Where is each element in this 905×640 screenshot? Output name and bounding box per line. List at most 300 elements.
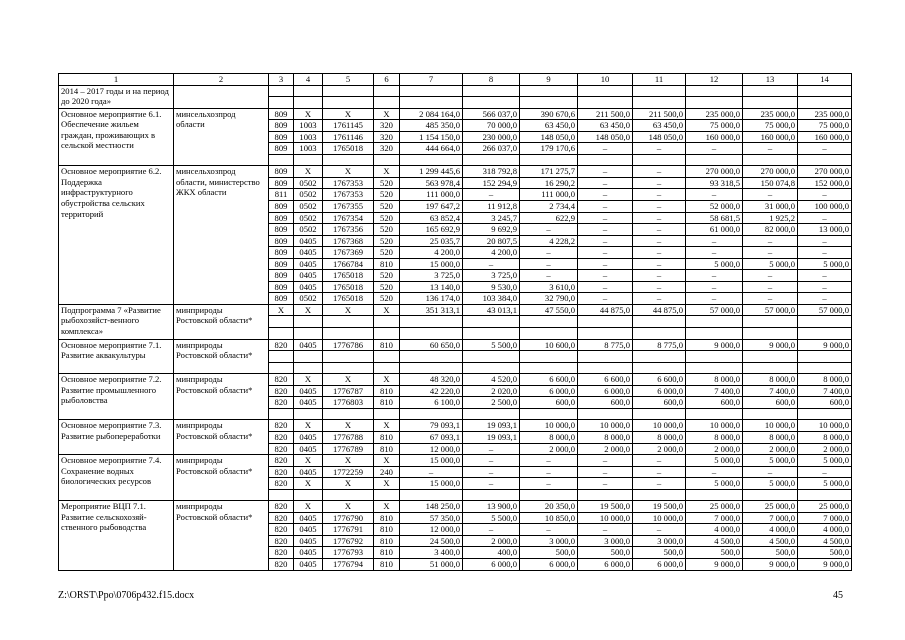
amount-cell: [633, 316, 686, 328]
amount-cell: 5 000,0: [743, 258, 798, 270]
amount-cell: –: [633, 177, 686, 189]
footer-page-number: 45: [833, 590, 843, 601]
amount-cell: 5 000,0: [743, 455, 798, 467]
amount-cell: –: [798, 235, 852, 247]
amount-cell: 4 000,0: [686, 524, 743, 536]
code-cell: [374, 351, 400, 363]
code-cell: 810: [374, 558, 400, 570]
amount-cell: –: [686, 293, 743, 305]
amount-cell: 63 450,0: [520, 120, 578, 132]
amount-cell: 152 294,9: [463, 177, 520, 189]
code-cell: 820: [269, 339, 294, 351]
amount-cell: 6 000,0: [633, 385, 686, 397]
code-cell: 520: [374, 189, 400, 201]
amount-cell: [400, 316, 463, 328]
executor-cell: минсельхозпрод области: [174, 108, 269, 166]
amount-cell: [686, 85, 743, 97]
executor-cell: минсельхозпрод области, министерство ЖКХ области: [174, 166, 269, 305]
code-cell: 810: [374, 512, 400, 524]
amount-cell: [520, 408, 578, 420]
amount-cell: –: [463, 524, 520, 536]
amount-cell: 10 000,0: [798, 420, 852, 432]
amount-cell: 6 100,0: [400, 397, 463, 409]
amount-cell: [798, 316, 852, 328]
code-cell: Х: [374, 455, 400, 467]
amount-cell: –: [798, 143, 852, 155]
table-row: [59, 339, 852, 351]
amount-cell: 75 000,0: [743, 120, 798, 132]
amount-cell: 12 000,0: [400, 524, 463, 536]
code-cell: Х: [323, 304, 374, 316]
amount-cell: –: [520, 258, 578, 270]
code-cell: 820: [269, 374, 294, 386]
code-cell: 810: [374, 339, 400, 351]
amount-cell: 318 792,8: [463, 166, 520, 178]
code-cell: 1767353: [323, 177, 374, 189]
code-cell: 0405: [294, 235, 323, 247]
code-cell: 0502: [294, 212, 323, 224]
amount-cell: –: [633, 201, 686, 213]
amount-cell: [798, 351, 852, 363]
amount-cell: 4 500,0: [686, 535, 743, 547]
amount-cell: 10 000,0: [686, 420, 743, 432]
amount-cell: –: [578, 177, 633, 189]
code-cell: 810: [374, 397, 400, 409]
code-cell: [269, 97, 294, 109]
amount-cell: –: [798, 247, 852, 259]
column-number-cell: 8: [463, 74, 520, 86]
amount-cell: 52 000,0: [686, 201, 743, 213]
amount-cell: 4 228,2: [520, 235, 578, 247]
code-cell: 0405: [294, 397, 323, 409]
column-number-cell: 9: [520, 74, 578, 86]
amount-cell: 8 775,0: [633, 339, 686, 351]
amount-cell: 500,0: [686, 547, 743, 559]
amount-cell: 5 500,0: [463, 512, 520, 524]
amount-cell: 8 000,0: [633, 431, 686, 443]
amount-cell: 111 000,0: [520, 189, 578, 201]
amount-cell: 1 299 445,6: [400, 166, 463, 178]
code-cell: 820: [269, 512, 294, 524]
amount-cell: [633, 154, 686, 166]
amount-cell: 7 000,0: [743, 512, 798, 524]
code-cell: 0405: [294, 258, 323, 270]
amount-cell: [798, 97, 852, 109]
code-cell: 1765018: [323, 281, 374, 293]
executor-cell: минприроды Ростовской области*: [174, 339, 269, 374]
amount-cell: [520, 328, 578, 340]
amount-cell: 8 000,0: [578, 431, 633, 443]
budget-table: [58, 73, 852, 571]
amount-cell: –: [463, 189, 520, 201]
amount-cell: –: [578, 166, 633, 178]
code-cell: [374, 489, 400, 501]
amount-cell: –: [633, 281, 686, 293]
amount-cell: 3 000,0: [633, 535, 686, 547]
amount-cell: 563 978,4: [400, 177, 463, 189]
amount-cell: [633, 351, 686, 363]
amount-cell: 7 400,0: [686, 385, 743, 397]
amount-cell: 2 000,0: [743, 443, 798, 455]
amount-cell: [520, 85, 578, 97]
amount-cell: 600,0: [743, 397, 798, 409]
code-cell: [294, 489, 323, 501]
code-cell: [374, 97, 400, 109]
amount-cell: –: [633, 143, 686, 155]
amount-cell: 171 275,7: [520, 166, 578, 178]
code-cell: [323, 351, 374, 363]
amount-cell: 25 035,7: [400, 235, 463, 247]
amount-cell: [520, 362, 578, 374]
amount-cell: [578, 97, 633, 109]
executor-cell: минприроды Ростовской области*: [174, 455, 269, 501]
amount-cell: 165 692,9: [400, 224, 463, 236]
amount-cell: 5 000,0: [798, 478, 852, 490]
code-cell: 820: [269, 443, 294, 455]
amount-cell: –: [743, 466, 798, 478]
amount-cell: 5 000,0: [798, 258, 852, 270]
code-cell: Х: [374, 304, 400, 316]
code-cell: 1003: [294, 120, 323, 132]
amount-cell: 11 912,8: [463, 201, 520, 213]
amount-cell: [400, 351, 463, 363]
code-cell: 0405: [294, 535, 323, 547]
code-cell: 1776786: [323, 339, 374, 351]
amount-cell: [578, 85, 633, 97]
amount-cell: –: [743, 270, 798, 282]
amount-cell: –: [463, 443, 520, 455]
amount-cell: 8 000,0: [520, 431, 578, 443]
amount-cell: 600,0: [578, 397, 633, 409]
amount-cell: [798, 408, 852, 420]
amount-cell: [686, 154, 743, 166]
amount-cell: 270 000,0: [798, 166, 852, 178]
amount-cell: –: [578, 258, 633, 270]
amount-cell: –: [400, 466, 463, 478]
amount-cell: 6 000,0: [578, 385, 633, 397]
amount-cell: 4 500,0: [798, 535, 852, 547]
amount-cell: 44 875,0: [578, 304, 633, 316]
amount-cell: 3 245,7: [463, 212, 520, 224]
code-cell: 0405: [294, 339, 323, 351]
amount-cell: [686, 489, 743, 501]
code-cell: 810: [374, 431, 400, 443]
code-cell: 810: [374, 443, 400, 455]
amount-cell: 7 400,0: [743, 385, 798, 397]
amount-cell: 500,0: [798, 547, 852, 559]
code-cell: [294, 328, 323, 340]
amount-cell: –: [743, 189, 798, 201]
measure-name-cell: Основное мероприятие 7.1. Развитие аквакультуры: [59, 339, 174, 374]
amount-cell: 6 000,0: [463, 558, 520, 570]
amount-cell: –: [633, 524, 686, 536]
amount-cell: –: [743, 235, 798, 247]
code-cell: 809: [269, 212, 294, 224]
amount-cell: 2 734,4: [520, 201, 578, 213]
amount-cell: [633, 328, 686, 340]
amount-cell: –: [743, 293, 798, 305]
amount-cell: –: [743, 247, 798, 259]
code-cell: [323, 97, 374, 109]
code-cell: 0405: [294, 512, 323, 524]
code-cell: 520: [374, 247, 400, 259]
amount-cell: 79 093,1: [400, 420, 463, 432]
amount-cell: 1 925,2: [743, 212, 798, 224]
amount-cell: 60 650,0: [400, 339, 463, 351]
amount-cell: 58 681,5: [686, 212, 743, 224]
amount-cell: [743, 351, 798, 363]
amount-cell: [743, 154, 798, 166]
amount-cell: –: [520, 524, 578, 536]
amount-cell: –: [686, 189, 743, 201]
table-row: [59, 374, 852, 386]
amount-cell: 8 000,0: [798, 374, 852, 386]
amount-cell: [686, 362, 743, 374]
amount-cell: [400, 328, 463, 340]
amount-cell: [743, 316, 798, 328]
amount-cell: [463, 351, 520, 363]
code-cell: 820: [269, 478, 294, 490]
amount-cell: 25 000,0: [686, 501, 743, 513]
code-cell: 1767354: [323, 212, 374, 224]
code-cell: 820: [269, 466, 294, 478]
code-cell: 820: [269, 455, 294, 467]
amount-cell: –: [578, 143, 633, 155]
code-cell: 1765018: [323, 293, 374, 305]
amount-cell: 485 350,0: [400, 120, 463, 132]
amount-cell: –: [633, 293, 686, 305]
amount-cell: [400, 362, 463, 374]
amount-cell: 8 000,0: [686, 374, 743, 386]
amount-cell: [520, 316, 578, 328]
amount-cell: 152 000,0: [798, 177, 852, 189]
amount-cell: –: [686, 235, 743, 247]
amount-cell: –: [743, 281, 798, 293]
code-cell: 820: [269, 501, 294, 513]
amount-cell: [686, 97, 743, 109]
amount-cell: 8 775,0: [578, 339, 633, 351]
amount-cell: 15 000,0: [400, 455, 463, 467]
amount-cell: 148 050,0: [578, 131, 633, 143]
measure-name-cell: Основное мероприятие 6.2. Поддержка инфраструктурного обустройства сельских территорий: [59, 166, 174, 305]
code-cell: 1767353: [323, 189, 374, 201]
amount-cell: 4 200,0: [463, 247, 520, 259]
amount-cell: 8 000,0: [743, 431, 798, 443]
amount-cell: –: [686, 143, 743, 155]
code-cell: [269, 408, 294, 420]
code-cell: Х: [294, 478, 323, 490]
amount-cell: 2 000,0: [686, 443, 743, 455]
amount-cell: 9 000,0: [743, 339, 798, 351]
code-cell: 520: [374, 270, 400, 282]
amount-cell: 67 093,1: [400, 431, 463, 443]
code-cell: Х: [374, 108, 400, 120]
column-number-cell: 11: [633, 74, 686, 86]
code-cell: 0405: [294, 385, 323, 397]
amount-cell: 63 450,0: [578, 120, 633, 132]
amount-cell: 5 500,0: [463, 339, 520, 351]
code-cell: 810: [374, 258, 400, 270]
code-cell: 320: [374, 120, 400, 132]
amount-cell: [463, 408, 520, 420]
code-cell: Х: [323, 455, 374, 467]
amount-cell: 19 093,1: [463, 431, 520, 443]
amount-cell: –: [633, 466, 686, 478]
code-cell: Х: [294, 304, 323, 316]
code-cell: 520: [374, 281, 400, 293]
code-cell: 809: [269, 201, 294, 213]
code-cell: Х: [294, 501, 323, 513]
code-cell: [294, 154, 323, 166]
amount-cell: 10 850,0: [520, 512, 578, 524]
code-cell: 820: [269, 431, 294, 443]
amount-cell: 2 020,0: [463, 385, 520, 397]
amount-cell: –: [578, 212, 633, 224]
amount-cell: [743, 328, 798, 340]
executor-cell: минприроды Ростовской области*: [174, 501, 269, 570]
amount-cell: 160 000,0: [686, 131, 743, 143]
code-cell: 0405: [294, 466, 323, 478]
amount-cell: 32 790,0: [520, 293, 578, 305]
amount-cell: –: [520, 455, 578, 467]
amount-cell: 19 500,0: [578, 501, 633, 513]
column-number-cell: 10: [578, 74, 633, 86]
amount-cell: 230 000,0: [463, 131, 520, 143]
code-cell: 0405: [294, 443, 323, 455]
amount-cell: 211 500,0: [633, 108, 686, 120]
code-cell: Х: [294, 420, 323, 432]
amount-cell: 3 400,0: [400, 547, 463, 559]
code-cell: 1767356: [323, 224, 374, 236]
code-cell: 520: [374, 235, 400, 247]
code-cell: [323, 316, 374, 328]
amount-cell: –: [578, 293, 633, 305]
amount-cell: [633, 408, 686, 420]
amount-cell: –: [743, 143, 798, 155]
amount-cell: 179 170,6: [520, 143, 578, 155]
amount-cell: 75 000,0: [686, 120, 743, 132]
amount-cell: 15 000,0: [400, 478, 463, 490]
code-cell: [269, 154, 294, 166]
code-cell: 1776789: [323, 443, 374, 455]
amount-cell: –: [686, 281, 743, 293]
table-row: [59, 501, 852, 513]
amount-cell: 6 000,0: [578, 558, 633, 570]
code-cell: 1776787: [323, 385, 374, 397]
amount-cell: –: [633, 224, 686, 236]
amount-cell: [798, 328, 852, 340]
code-cell: 820: [269, 420, 294, 432]
amount-cell: –: [578, 201, 633, 213]
amount-cell: [578, 489, 633, 501]
code-cell: 320: [374, 131, 400, 143]
code-cell: [294, 85, 323, 97]
amount-cell: 136 174,0: [400, 293, 463, 305]
amount-cell: 9 000,0: [686, 558, 743, 570]
code-cell: [374, 408, 400, 420]
amount-cell: 10 000,0: [520, 420, 578, 432]
code-cell: [323, 408, 374, 420]
amount-cell: 211 500,0: [578, 108, 633, 120]
code-cell: 320: [374, 143, 400, 155]
amount-cell: [463, 85, 520, 97]
amount-cell: 75 000,0: [798, 120, 852, 132]
code-cell: [269, 351, 294, 363]
code-cell: Х: [269, 304, 294, 316]
amount-cell: 500,0: [578, 547, 633, 559]
amount-cell: 4 000,0: [798, 524, 852, 536]
column-number-cell: 12: [686, 74, 743, 86]
code-cell: 1776788: [323, 431, 374, 443]
amount-cell: 3 000,0: [520, 535, 578, 547]
amount-cell: 15 000,0: [400, 258, 463, 270]
code-cell: 1767369: [323, 247, 374, 259]
amount-cell: 10 000,0: [578, 420, 633, 432]
amount-cell: 5 000,0: [686, 455, 743, 467]
code-cell: 1776791: [323, 524, 374, 536]
amount-cell: –: [633, 189, 686, 201]
amount-cell: 31 000,0: [743, 201, 798, 213]
amount-cell: 57 000,0: [798, 304, 852, 316]
code-cell: [269, 85, 294, 97]
code-cell: 0405: [294, 524, 323, 536]
amount-cell: [463, 97, 520, 109]
amount-cell: 20 807,5: [463, 235, 520, 247]
amount-cell: 622,9: [520, 212, 578, 224]
column-number-cell: 3: [269, 74, 294, 86]
amount-cell: 160 000,0: [743, 131, 798, 143]
amount-cell: 82 000,0: [743, 224, 798, 236]
code-cell: 809: [269, 143, 294, 155]
amount-cell: –: [798, 293, 852, 305]
amount-cell: [400, 154, 463, 166]
amount-cell: 5 000,0: [686, 258, 743, 270]
code-cell: 1776792: [323, 535, 374, 547]
amount-cell: –: [798, 270, 852, 282]
code-cell: [323, 154, 374, 166]
amount-cell: –: [578, 224, 633, 236]
amount-cell: –: [578, 189, 633, 201]
amount-cell: [463, 328, 520, 340]
code-cell: 0405: [294, 431, 323, 443]
amount-cell: 42 220,0: [400, 385, 463, 397]
code-cell: [269, 362, 294, 374]
code-cell: Х: [323, 166, 374, 178]
code-cell: 1767355: [323, 201, 374, 213]
code-cell: 520: [374, 293, 400, 305]
amount-cell: –: [633, 258, 686, 270]
code-cell: Х: [294, 108, 323, 120]
code-cell: Х: [294, 455, 323, 467]
code-cell: 809: [269, 258, 294, 270]
code-cell: Х: [374, 374, 400, 386]
code-cell: [374, 362, 400, 374]
amount-cell: 270 000,0: [743, 166, 798, 178]
code-cell: 520: [374, 224, 400, 236]
code-cell: Х: [323, 108, 374, 120]
code-cell: 810: [374, 524, 400, 536]
amount-cell: 444 664,0: [400, 143, 463, 155]
executor-cell: минприроды Ростовской области*: [174, 420, 269, 455]
amount-cell: –: [686, 270, 743, 282]
amount-cell: 148 050,0: [633, 131, 686, 143]
amount-cell: 57 350,0: [400, 512, 463, 524]
amount-cell: 111 000,0: [400, 189, 463, 201]
amount-cell: 10 000,0: [743, 420, 798, 432]
code-cell: Х: [323, 374, 374, 386]
amount-cell: [463, 316, 520, 328]
code-cell: 0405: [294, 247, 323, 259]
